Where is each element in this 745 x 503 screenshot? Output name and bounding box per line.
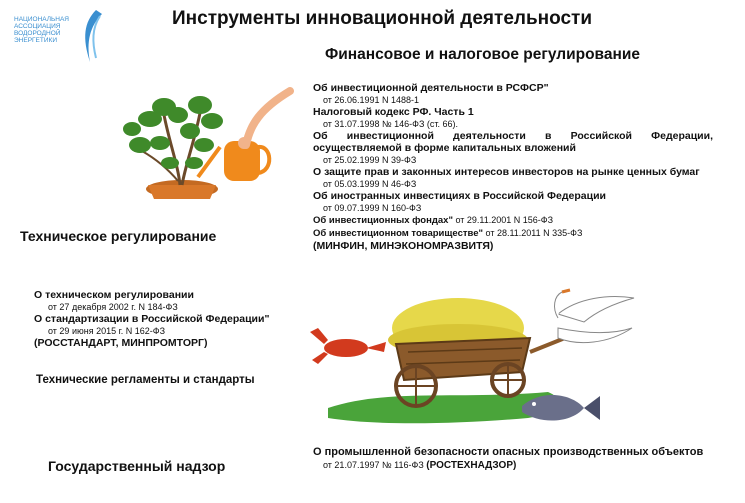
law-item-inline (313, 214, 713, 227)
law-date: от 27 декабря 2002 г. N 184-ФЗ (48, 302, 178, 312)
cart-fable-illustration (308, 288, 638, 438)
financial-law-list (313, 82, 713, 252)
law-date-line (313, 459, 713, 472)
technical-law-list (34, 289, 304, 349)
law-item (313, 106, 713, 130)
law-date: от 26.06.1991 N 1488-1 (323, 95, 419, 105)
financial-regulators: (МИНФИН, МИНЭКОНОМРАЗВИТЯ) (313, 240, 494, 252)
state-supervision-label: Государственный надзор (48, 458, 226, 474)
law-item (313, 130, 713, 166)
logo-swoosh-icon (76, 8, 104, 64)
technical-regulators: (РОССТАНДАРТ, МИНПРОМТОРГ) (34, 337, 208, 349)
financial-section-title: Финансовое и налоговое регулирование (325, 46, 641, 63)
law-item (34, 313, 304, 337)
page-title: Инструменты инновационной деятельности (172, 8, 593, 29)
law-title: Налоговый кодекс РФ. Часть 1 (313, 106, 474, 118)
law-title: О промышленной безопасности опасных производственных объектов (313, 446, 704, 458)
law-item (313, 190, 713, 214)
law-item-inline (313, 227, 713, 240)
law-title: Об инвестиционном товариществе" (313, 228, 484, 239)
law-item (313, 166, 713, 190)
logo-line: НАЦИОНАЛЬНАЯ (14, 16, 69, 23)
logo-line: ВОДОРОДНОЙ (14, 30, 61, 37)
logo-line: АССОЦИАЦИЯ (14, 23, 61, 30)
law-title: О защите прав и законных интересов инвесторов на рынке ценных бумаг (313, 166, 700, 178)
association-logo (14, 6, 104, 68)
law-title: Об инвестиционных фондах" (313, 215, 453, 226)
law-date: от 28.11.2011 N 335-ФЗ (483, 228, 583, 238)
law-date: от 25.02.1999 N 39-ФЗ (323, 155, 417, 165)
law-item (34, 289, 304, 313)
technical-regulation-label: Техническое регулирование (20, 228, 217, 244)
supervision-law (313, 446, 713, 472)
law-title: Об инвестиционной деятельности в РСФСР" (313, 82, 549, 94)
law-date: от 05.03.1999 N 46-ФЗ (323, 179, 417, 189)
law-title: Об иностранных инвестициях в Российской Федерации (313, 190, 606, 202)
law-date: от 29.11.2001 N 156-ФЗ (452, 215, 554, 225)
logo-text (14, 16, 69, 44)
law-date: от 31.07.1998 № 146-ФЗ (ст. 66). (323, 119, 459, 129)
law-date: от 09.07.1999 N 160-ФЗ (323, 203, 422, 213)
supervision-regulator: (РОСТЕХНАДЗОР) (426, 460, 517, 471)
law-title: Об инвестиционной деятельности в Российской Федерации, осуществляемой в форме капитальных вложений (313, 130, 713, 154)
law-title: О стандартизации в Российской Федерации" (34, 313, 270, 325)
law-date: от 29 июня 2015 г. N 162-ФЗ (48, 326, 166, 336)
standards-label: Технические регламенты и стандарты (36, 374, 255, 386)
logo-line: ЭНЕРГЕТИКИ (14, 37, 57, 44)
plant-watering-illustration (120, 85, 295, 205)
law-date: от 21.07.1997 № 116-ФЗ (323, 460, 424, 470)
law-item (313, 82, 713, 106)
law-title: О техническом регулировании (34, 289, 194, 301)
